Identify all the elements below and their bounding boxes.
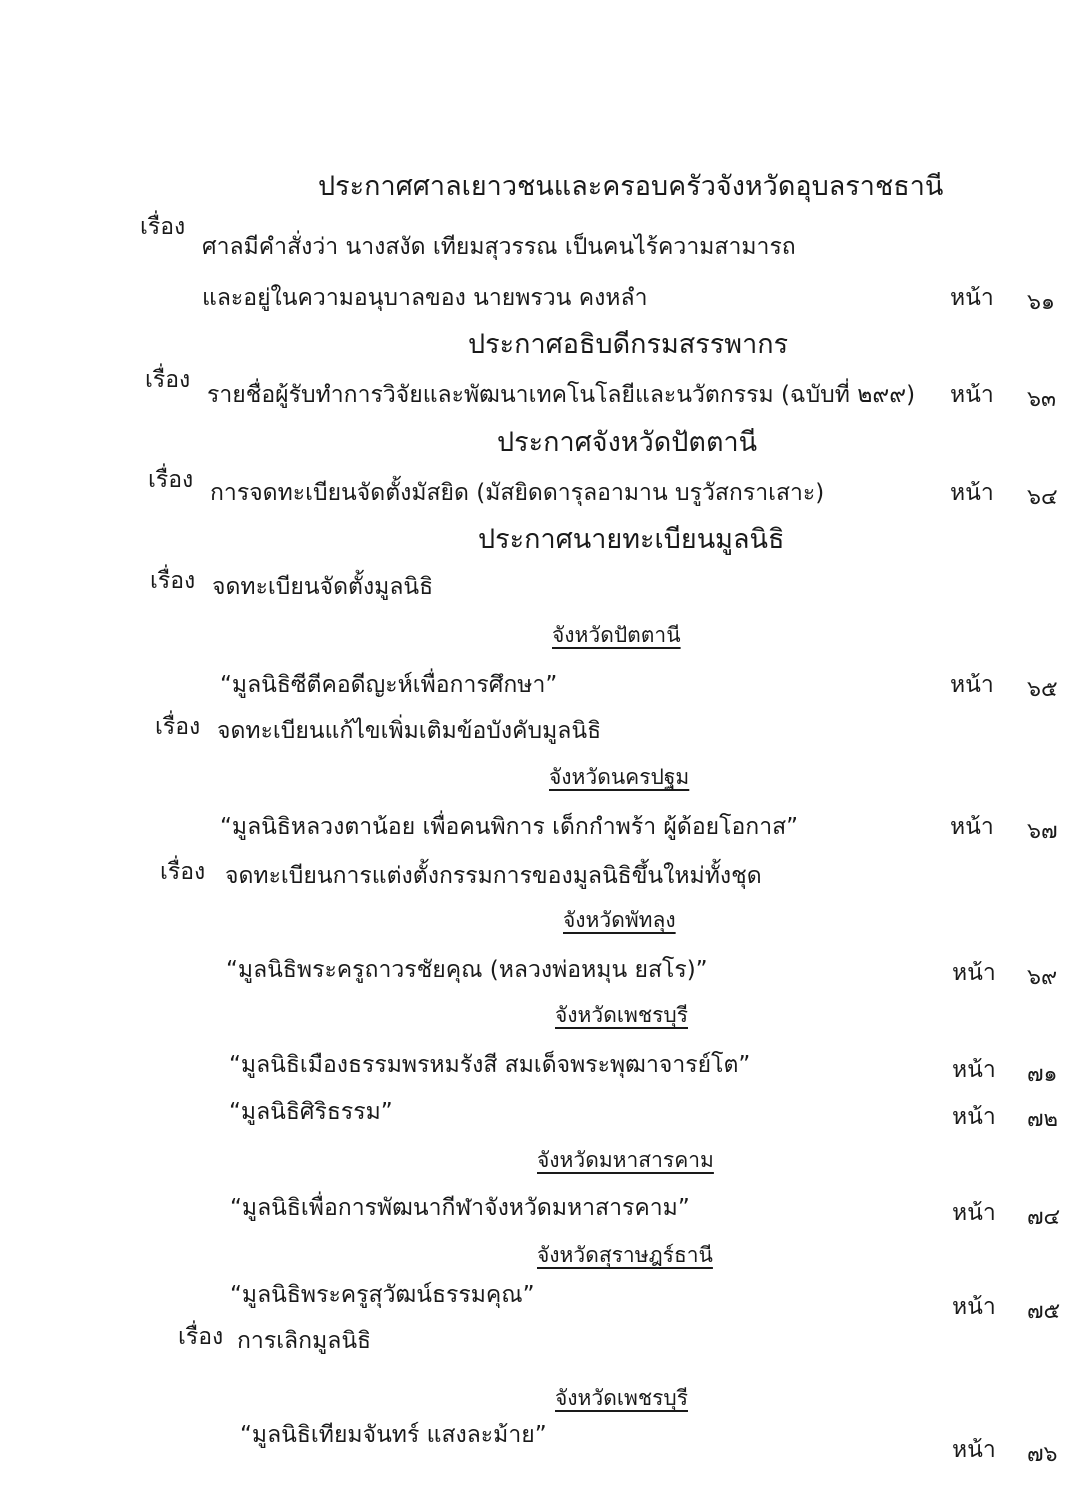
section-heading: ประกาศจังหวัดปัตตานี	[497, 427, 758, 458]
page-label: หน้า	[950, 814, 994, 840]
subject-text: การจดทะเบียนจัดตั้งมัสยิด (มัสยิดดารุลอามาน บรูวัสกราเสาะ)	[210, 480, 825, 506]
page-number: ๗๒	[1027, 1107, 1059, 1132]
subject-text: ศาลมีคำสั่งว่า นางสงัด เทียมสุวรรณ เป็นคนไร้ความสามารถ	[202, 234, 796, 260]
province-heading: จังหวัดพัทลุง	[563, 908, 676, 932]
subject-text: และอยู่ในความอนุบาลของ นายพรวน คงหลำ	[202, 285, 648, 311]
province-heading: จังหวัดเพชรบุรี	[555, 1003, 688, 1027]
page-label: หน้า	[952, 1057, 996, 1083]
province-heading: จังหวัดปัตตานี	[552, 623, 681, 647]
subject-text: รายชื่อผู้รับทำการวิจัยและพัฒนาเทคโนโลยีและนวัตกรรม (ฉบับที่ ๒๙๙)	[207, 382, 916, 408]
subject-text: จดทะเบียนจัดตั้งมูลนิธิ	[212, 574, 434, 600]
page-label: หน้า	[952, 1294, 996, 1320]
page-label: หน้า	[952, 1200, 996, 1226]
section-heading: ประกาศศาลเยาวชนและครอบครัวจังหวัดอุบลราชธานี	[318, 171, 944, 202]
page-number: ๖๑	[1027, 290, 1055, 315]
page-number: ๗๔	[1027, 1205, 1061, 1230]
entry-title: “มูลนิธิซีตีคอดีญะห์เพื่อการศึกษา”	[220, 672, 558, 698]
subject-label: เรื่อง	[150, 568, 196, 594]
entry-title: “มูลนิธิพระครูสุวัฒน์ธรรมคุณ”	[230, 1282, 535, 1308]
section-heading: ประกาศอธิบดีกรมสรรพากร	[468, 329, 789, 360]
page-label: หน้า	[952, 960, 996, 986]
entry-title: “มูลนิธิเพื่อการพัฒนากีฬาจังหวัดมหาสารคาม”	[230, 1195, 690, 1221]
entry-title: “มูลนิธิเมืองธรรมพรหมรังสี สมเด็จพระพุฒาจารย์โต”	[229, 1052, 751, 1078]
entry-title: “มูลนิธิพระครูถาวรชัยคุณ (หลวงพ่อหมุน ยสโร)”	[226, 957, 708, 983]
page-number: ๖๓	[1027, 387, 1057, 412]
page-number: ๖๙	[1027, 965, 1058, 990]
page-number: ๗๑	[1027, 1062, 1058, 1087]
page-number: ๗๖	[1027, 1442, 1058, 1467]
page-label: หน้า	[950, 285, 994, 311]
entry-title: “มูลนิธิเทียมจันทร์ แสงละม้าย”	[240, 1422, 547, 1448]
subject-label: เรื่อง	[145, 367, 191, 393]
page-label: หน้า	[952, 1104, 996, 1130]
page-label: หน้า	[950, 672, 994, 698]
province-heading: จังหวัดสุราษฎร์ธานี	[537, 1243, 713, 1267]
entry-title: “มูลนิธิหลวงตาน้อย เพื่อคนพิการ เด็กกำพร้า ผู้ด้อยโอกาส”	[220, 814, 799, 840]
page-label: หน้า	[950, 480, 994, 506]
subject-text: จดทะเบียนแก้ไขเพิ่มเติมข้อบังคับมูลนิธิ	[217, 718, 602, 744]
province-heading: จังหวัดนครปฐม	[549, 765, 690, 789]
subject-label: เรื่อง	[160, 859, 206, 885]
page-number: ๖๔	[1027, 485, 1058, 510]
page-label: หน้า	[952, 1437, 996, 1463]
subject-text: การเลิกมูลนิธิ	[237, 1328, 372, 1354]
subject-text: จดทะเบียนการแต่งตั้งกรรมการของมูลนิธิขึ้นใหม่ทั้งชุด	[225, 863, 762, 889]
page-number: ๖๕	[1027, 677, 1058, 702]
subject-label: เรื่อง	[155, 714, 201, 740]
page-number: ๖๗	[1027, 819, 1058, 844]
subject-label: เรื่อง	[148, 467, 194, 493]
entry-title: “มูลนิธิศิริธรรม”	[229, 1099, 393, 1125]
province-heading: จังหวัดเพชรบุรี	[555, 1386, 688, 1410]
page-label: หน้า	[950, 382, 994, 408]
subject-label: เรื่อง	[140, 214, 186, 240]
subject-label: เรื่อง	[178, 1324, 224, 1350]
page-number: ๗๕	[1027, 1299, 1061, 1324]
section-heading: ประกาศนายทะเบียนมูลนิธิ	[478, 524, 785, 555]
province-heading: จังหวัดมหาสารคาม	[537, 1148, 714, 1172]
